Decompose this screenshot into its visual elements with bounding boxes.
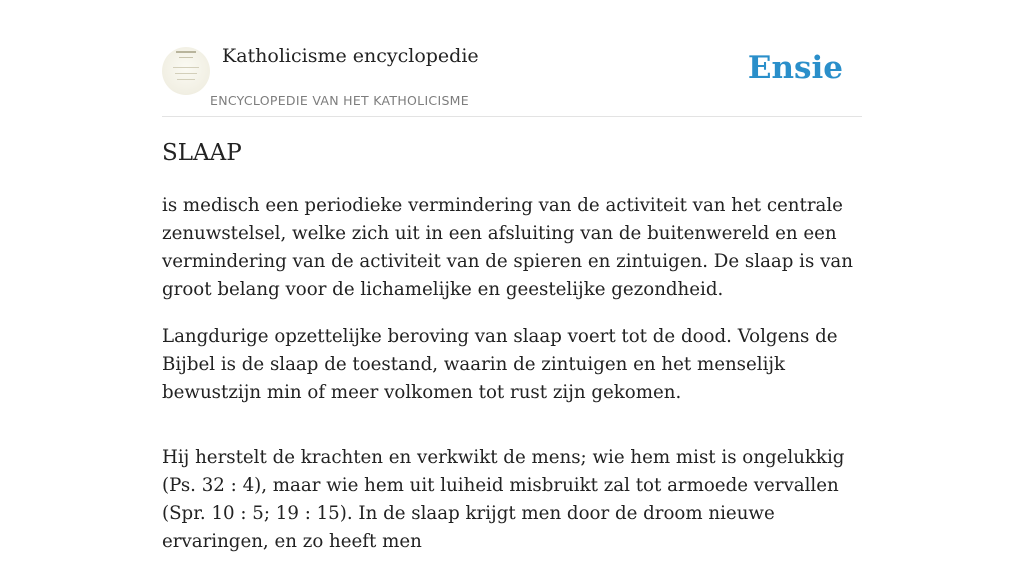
page [162,0,862,552]
book-cover-icon[interactable] [162,47,210,95]
article-body [162,192,862,575]
brand-logo[interactable]: Ensie [747,50,843,86]
site-header [162,0,862,117]
article-paragraph: is medisch een periodieke vermindering van de activiteit van het centrale zenuwstelsel, welke zich uit in een afsluiting van de buitenwereld en een vermindering van de activiteit van de spieren en zintuigen. De slaap is van groot belang voor de lichamelijke en geestelijke gezondheid. [162,195,853,300]
site-subtitle: ENCYCLOPEDIE VAN HET KATHOLICISME [210,93,469,108]
article-paragraph: Hij herstelt de krachten en verkwikt de mens; wie hem mist is ongelukkig (Ps. 32 : 4), maar wie hem uit luiheid misbruikt zal tot armoede vervallen (Spr. 10 : 5; 19 : 15). In de slaap krijgt men door de droom nieuwe ervaringen, en zo heeft men [162,447,845,552]
article-paragraph: Langdurige opzettelijke beroving van slaap voert tot de dood. Volgens de Bijbel is de slaap de toestand, waarin de zintuigen en het menselijk bewustzijn min of meer volkomen tot rust zijn gekomen. [162,326,838,403]
article-title: SLAAP [162,140,242,166]
site-title[interactable]: Katholicisme encyclopedie [222,45,479,67]
